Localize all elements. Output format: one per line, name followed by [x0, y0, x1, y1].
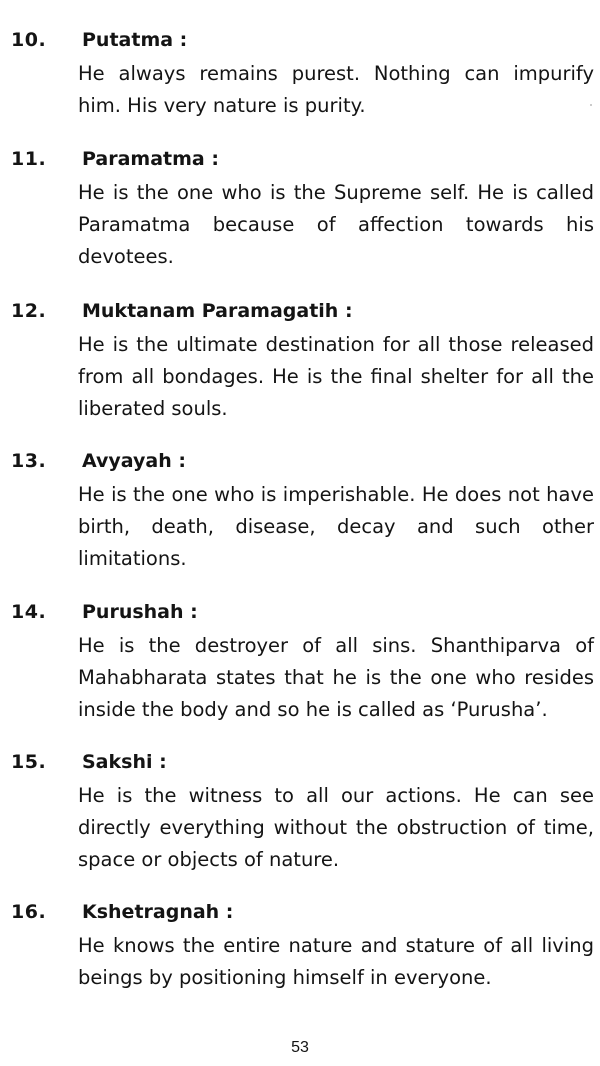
- entry-kshetragnah: [0, 898, 600, 989]
- entry-heading: [0, 598, 600, 628]
- entry-sakshi: [0, 748, 600, 871]
- entry-description: He is the ultimate destination for all those released from all bondages. He is the final shelter for all the liberated souls.: [78, 333, 594, 420]
- entry-heading: [0, 145, 600, 175]
- entry-heading: [0, 297, 600, 327]
- entry-avyayah: [0, 447, 600, 570]
- entry-heading: [0, 898, 600, 928]
- entry-number: 14.: [11, 601, 47, 623]
- entry-description: He knows the entire nature and stature of all living beings by positioning himself in everyone.: [78, 934, 594, 989]
- entry-number: 12.: [11, 300, 47, 322]
- entry-term: Paramatma :: [82, 148, 219, 170]
- entry-number: 16.: [11, 901, 47, 923]
- entry-heading: [0, 447, 600, 477]
- page-number: 53: [291, 1039, 309, 1056]
- entry-number: 10.: [11, 29, 47, 51]
- entry-term: Purushah :: [82, 601, 198, 623]
- entry-description: He always remains purest. Nothing can impurify him. His very nature is purity.: [78, 62, 594, 117]
- scan-speck: [590, 104, 592, 106]
- entry-putatma: [0, 26, 600, 117]
- entry-number: 15.: [11, 751, 47, 773]
- entry-muktanam-paramagatih: [0, 297, 600, 420]
- entry-term: Putatma :: [82, 29, 188, 51]
- entry-term: Muktanam Paramagatih :: [82, 300, 353, 322]
- entry-description: He is the one who is the Supreme self. He is called Paramatma because of affection towards his devotees.: [78, 181, 594, 268]
- entry-purushah: [0, 598, 600, 721]
- entry-heading: [0, 748, 600, 778]
- entry-heading: [0, 26, 600, 56]
- entry-paramatma: [0, 145, 600, 268]
- entry-number: 13.: [11, 450, 47, 472]
- entry-number: 11.: [11, 148, 47, 170]
- entry-description: He is the witness to all our actions. He can see directly everything without the obstruction of time, space or objects of nature.: [78, 784, 594, 871]
- entry-description: He is the one who is imperishable. He does not have birth, death, disease, decay and such other limitations.: [78, 483, 594, 570]
- entry-term: Avyayah :: [82, 450, 186, 472]
- entry-term: Kshetragnah :: [82, 901, 234, 923]
- entry-description: He is the destroyer of all sins. Shanthiparva of Mahabharata states that he is the one who resides inside the body and so he is called as ‘Purusha’.: [78, 634, 594, 721]
- entry-term: Sakshi :: [82, 751, 167, 773]
